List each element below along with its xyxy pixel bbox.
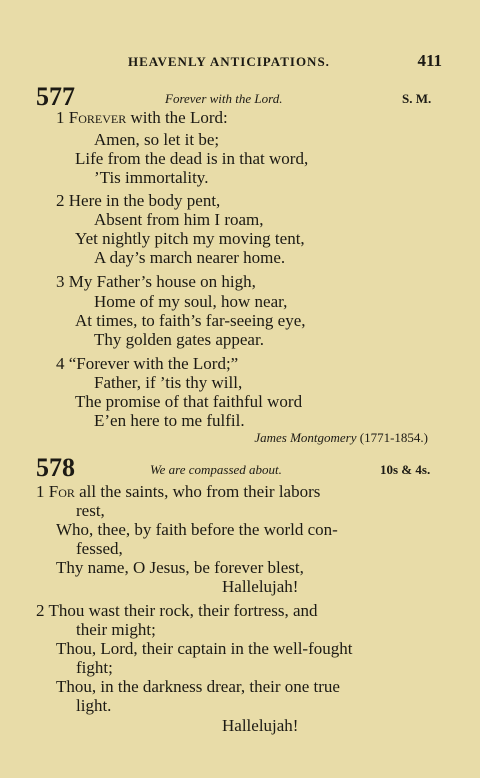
stanza-line: Life from the dead is in that word, [75,149,309,168]
stanza-line: E’en here to me fulfil. [94,411,245,430]
stanza-number: 2 [56,191,65,210]
stanza-line: Home of my soul, how near, [94,292,288,311]
hymn-meter: S. M. [402,91,432,106]
stanza-line: rest, [76,501,105,520]
hymn-title: We are compassed about. [150,462,282,477]
hymn-number: 578 [36,453,75,482]
stanza-line: The promise of that faithful word [75,392,303,411]
stanza-line: Amen, so let it be; [94,130,220,149]
stanza-line: A day’s march nearer home. [94,248,286,267]
first-word: Forever [68,108,127,127]
stanza-line: 4 “Forever with the Lord;” [56,354,239,373]
stanza-number: 4 [56,354,65,373]
page-number: 411 [417,51,442,70]
stanza-line: Father, if ’tis thy will, [94,373,243,392]
stanza-line: Thy name, O Jesus, be forever blest, [56,558,304,577]
stanza-line: 1 Forever with the Lord: [56,108,228,127]
running-head: HEAVENLY ANTICIPATIONS. [128,54,330,69]
hymn-meter: 10s & 4s. [380,462,431,477]
stanza-line: fessed, [76,539,123,558]
stanza-number: 1 [36,482,45,501]
stanza-line: Absent from him I roam, [94,210,264,229]
stanza-line: Thou, Lord, their captain in the well-fought [56,639,353,658]
stanza-number: 1 [56,108,65,127]
stanza-number: 2 [36,601,45,620]
author-name: James Montgomery [254,430,357,445]
page-header [0,51,480,74]
stanza-line: fight; [76,658,113,677]
stanza-line: Hallelujah! [222,716,299,735]
stanza-number: 3 [56,272,65,291]
stanza-line: 2 Here in the body pent, [56,191,221,210]
hymn-attribution [254,430,428,446]
stanza-line: At times, to faith’s far-seeing eye, [75,311,306,330]
stanza-line: light. [76,696,112,715]
hymn-578-header [0,455,480,485]
stanza-line: Hallelujah! [222,577,299,596]
stanza-line: Yet nightly pitch my moving tent, [75,229,305,248]
stanza-line: ’Tis immortality. [94,168,209,187]
stanza-line: Thou, in the darkness drear, their one true [56,677,340,696]
stanza-line: 2 Thou wast their rock, their fortress, and [36,601,318,620]
stanza-line: 1 For all the saints, who from their labors [36,482,321,501]
stanza-line: their might; [76,620,156,639]
hymn-number: 577 [36,82,75,111]
hymn-title: Forever with the Lord. [165,91,283,106]
stanza-line: Who, thee, by faith before the world con- [56,520,338,539]
stanza-line: 3 My Father’s house on high, [56,272,256,291]
stanza-line: Thy golden gates appear. [94,330,264,349]
first-word: For [48,482,75,501]
author-dates: (1771-1854.) [359,430,428,445]
